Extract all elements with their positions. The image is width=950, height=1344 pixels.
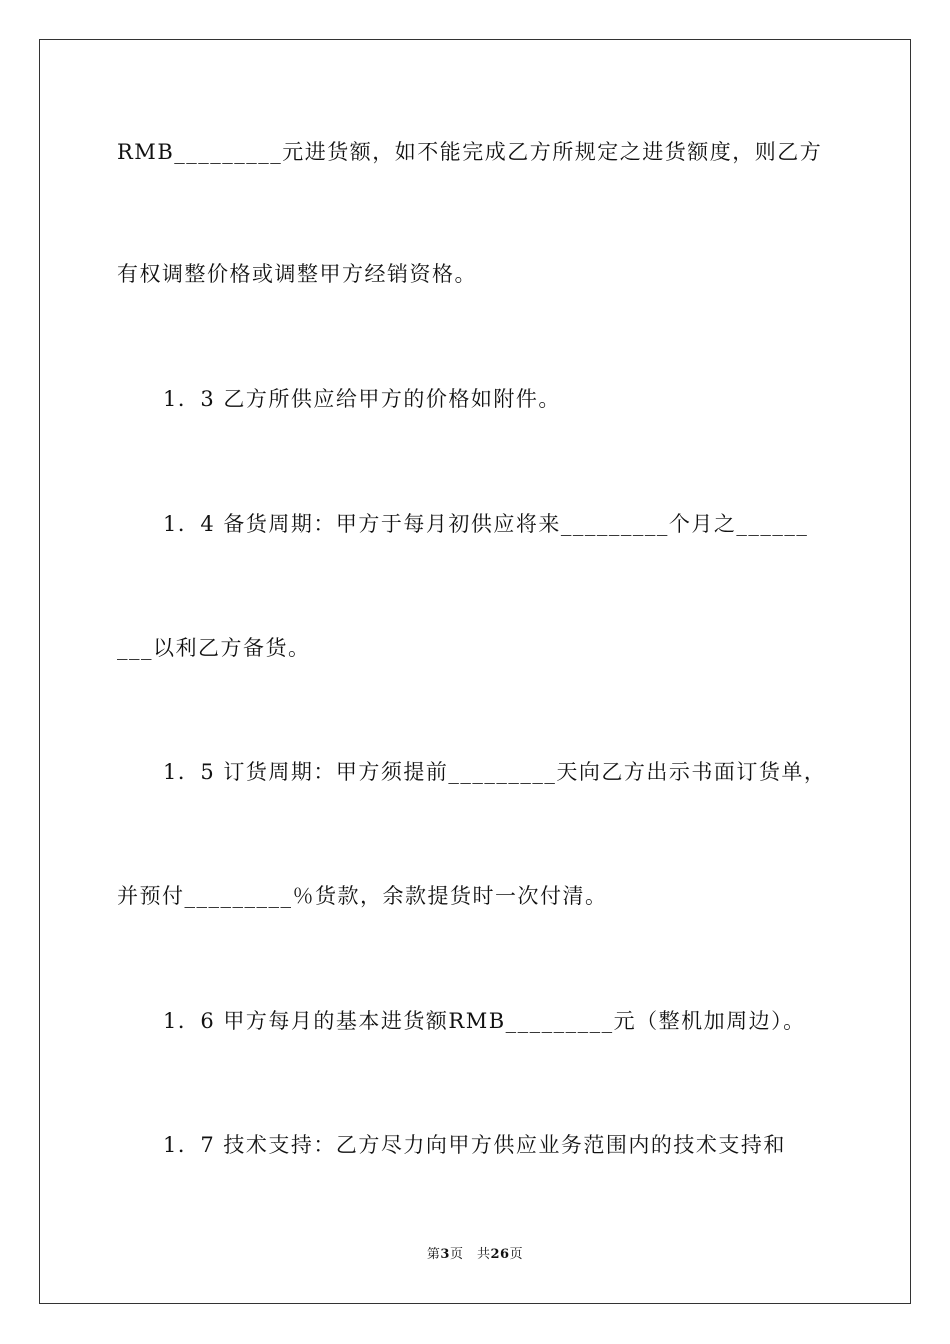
clause-1-7: 1．7 技术支持：乙方尽力向甲方供应业务范围内的技术支持和 [163, 1133, 786, 1157]
page-border [39, 39, 911, 1304]
clause-1-4: 1．4 备货周期：甲方于每月初供应将来_________个月之______ [163, 512, 809, 536]
page-prefix: 第 [426, 1247, 441, 1262]
paragraph-line: 有权调整价格或调整甲方经销资格。 [117, 262, 477, 286]
paragraph-line: RMB_________元进货额，如不能完成乙方所规定之进货额度，则乙方 [117, 140, 823, 164]
current-page-number: 3 [440, 1247, 450, 1262]
page-number-footer [0, 1243, 950, 1262]
clause-1-6: 1．6 甲方每月的基本进货额RMB_________元（整机加周边）。 [163, 1009, 806, 1033]
paragraph-line: 并预付_________％货款，余款提货时一次付清。 [117, 884, 608, 908]
total-page-count: 26 [490, 1247, 510, 1262]
page-suffix: 页 [509, 1247, 524, 1262]
page-mid: 页 共 [449, 1247, 491, 1262]
clause-1-5: 1．5 订货周期：甲方须提前_________天向乙方出示书面订货单， [163, 760, 827, 784]
clause-1-3: 1．3 乙方所供应给甲方的价格如附件。 [163, 387, 561, 411]
paragraph-line: ___以利乙方备货。 [117, 636, 311, 660]
